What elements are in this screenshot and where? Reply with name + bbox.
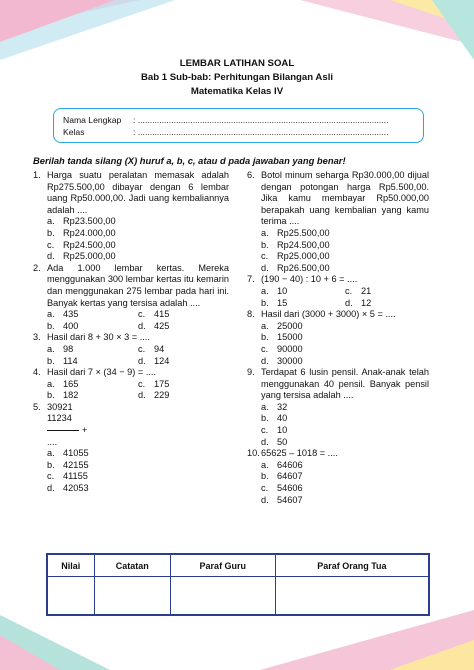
- option-b[interactable]: b. 114: [47, 355, 78, 366]
- instruction-text: Berilah tanda silang (X) huruf a, b, c, atau d pada jawaban yang benar!: [33, 155, 346, 166]
- option-d[interactable]: d. Rp25.000,00: [47, 251, 116, 262]
- option-d[interactable]: d. 229: [138, 390, 170, 401]
- option-c[interactable]: c. 94: [138, 343, 165, 354]
- class-row[interactable]: [63, 126, 388, 138]
- grade-table: [46, 553, 430, 616]
- option-b[interactable]: b. 15: [261, 297, 288, 308]
- options-grid: [47, 309, 229, 332]
- worksheet-class: Matematika Kelas IV: [190, 86, 284, 97]
- name-row[interactable]: [63, 114, 388, 126]
- question-number: 8.: [247, 309, 255, 320]
- header-paraf-guru: Paraf Guru: [170, 555, 275, 577]
- option-d[interactable]: d. 30000: [261, 355, 303, 366]
- question-number: 2.: [33, 262, 41, 273]
- worksheet-header: [0, 57, 474, 99]
- question-number: 6.: [247, 170, 255, 180]
- option-d[interactable]: d. 124: [138, 355, 170, 366]
- cell-paraf-guru[interactable]: [170, 577, 275, 615]
- option-d[interactable]: d. 54607: [261, 494, 303, 505]
- question-number: 5.: [33, 401, 41, 412]
- sum-result: ....: [47, 436, 58, 447]
- question-stem: Hasil dari 7 × (34 − 9) = ....: [47, 367, 157, 378]
- question-3: [33, 332, 229, 367]
- option-c[interactable]: c. 21: [345, 285, 372, 296]
- option-a[interactable]: a. 25000: [261, 320, 303, 331]
- question-9: [247, 367, 429, 448]
- option-b[interactable]: b. 15000: [261, 332, 303, 343]
- option-c[interactable]: c. 415: [138, 309, 170, 320]
- header-paraf-orang-tua: Paraf Orang Tua: [275, 555, 428, 577]
- option-b[interactable]: b. 400: [47, 320, 79, 331]
- option-d[interactable]: d. 50: [261, 436, 288, 447]
- option-a[interactable]: a. 41055: [47, 448, 89, 459]
- question-number: 10.: [247, 448, 260, 459]
- questions-left-column: [33, 170, 229, 495]
- question-8: [247, 309, 429, 367]
- option-a[interactable]: a. 165: [47, 378, 79, 389]
- cell-catatan[interactable]: [94, 577, 170, 615]
- option-c[interactable]: c. 90000: [261, 343, 303, 354]
- plus-sign: +: [82, 425, 88, 436]
- option-a[interactable]: a. 10: [261, 285, 288, 296]
- questions-right-column: [247, 170, 429, 506]
- class-field[interactable]: : .........................................................................................................: [133, 127, 389, 137]
- option-b[interactable]: b. 182: [47, 390, 79, 401]
- question-5: [33, 402, 229, 495]
- options-grid: [261, 286, 429, 309]
- option-b[interactable]: b. 40: [261, 413, 288, 424]
- question-2: [33, 263, 229, 333]
- option-a[interactable]: a. Rp25.500,00: [261, 227, 330, 238]
- question-stem: 65625 – 1018 = ....: [261, 448, 338, 459]
- option-d[interactable]: d. 425: [138, 320, 170, 331]
- option-b[interactable]: b. 64607: [261, 471, 303, 482]
- class-label: Kelas: [63, 127, 85, 137]
- question-4: [33, 367, 229, 402]
- question-number: 4.: [33, 367, 41, 378]
- question-number: 1.: [33, 170, 41, 180]
- question-1: [33, 170, 229, 263]
- options-grid: [47, 344, 229, 367]
- question-stem: Hasil dari (3000 + 3000) × 5 = ....: [261, 309, 396, 320]
- question-stem: Hasil dari 8 + 30 × 3 = ....: [47, 332, 150, 343]
- question-number: 3.: [33, 332, 41, 343]
- cell-nilai[interactable]: [48, 577, 95, 615]
- addend-2: 11234: [47, 413, 72, 424]
- cell-paraf-orang-tua[interactable]: [275, 577, 428, 615]
- question-stem: Harga suatu peralatan memasak adalah Rp275.500,00 dibayar dengan 6 lembar uang Rp50.000,00. Jadi uang kembaliannya adalah ....: [47, 170, 229, 215]
- name-field[interactable]: : .........................................................................................................: [133, 115, 389, 125]
- option-d[interactable]: d. 42053: [47, 483, 89, 494]
- option-c[interactable]: c. 10: [261, 425, 288, 436]
- question-6: [247, 170, 429, 274]
- header-catatan: Catatan: [94, 555, 170, 577]
- question-stem: Ada 1.000 lembar kertas. Mereka menggunakan 300 lembar kertas itu kemarin dan menggunakan 275 lembar pada hari ini. Banyak kertas yang tersisa adalah ....: [47, 262, 229, 308]
- option-a[interactable]: a. 435: [47, 309, 79, 320]
- option-a[interactable]: a. Rp23.500,00: [47, 216, 116, 227]
- identity-box: [53, 108, 424, 143]
- question-stem: Botol minum seharga Rp30.000,00 dijual dengan potongan harga Rp5.500,00. Jika kamu membayar Rp50.000,00 berapakah uang kembalian yang kamu terima ....: [261, 170, 429, 227]
- sum-rule: [47, 430, 79, 431]
- option-b[interactable]: b. Rp24.000,00: [47, 227, 116, 238]
- question-stem: Terdapat 6 lusin pensil. Anak-anak telah menggunakan 40 pensil. Banyak pensil yang tersisa adalah ....: [261, 367, 429, 401]
- option-a[interactable]: a. 98: [47, 343, 74, 354]
- worksheet-title: LEMBAR LATIHAN SOAL: [179, 58, 295, 69]
- name-label: Nama Lengkap: [63, 115, 122, 125]
- option-a[interactable]: a. 32: [261, 401, 288, 412]
- option-b[interactable]: b. Rp24.500,00: [261, 239, 330, 250]
- sum-line: [47, 425, 229, 437]
- option-b[interactable]: b. 42155: [47, 459, 89, 470]
- question-number: 9.: [247, 367, 255, 378]
- question-number: 7.: [247, 274, 255, 285]
- option-c[interactable]: c. 54606: [261, 483, 303, 494]
- option-c[interactable]: c. Rp25.000,00: [261, 251, 330, 262]
- option-d[interactable]: d. 12: [345, 297, 372, 308]
- question-7: [247, 274, 429, 309]
- addend-1: 30921: [47, 401, 73, 412]
- worksheet-subtitle: Bab 1 Sub-bab: Perhitungan Bilangan Asli: [140, 72, 334, 83]
- options-grid: [47, 379, 229, 402]
- option-c[interactable]: c. 41155: [47, 471, 88, 482]
- question-10: [247, 448, 429, 506]
- question-stem: (190 − 40) : 10 + 6 = ....: [261, 274, 358, 285]
- option-c[interactable]: c. 175: [138, 378, 170, 389]
- option-a[interactable]: a. 64606: [261, 459, 303, 470]
- header-nilai: Nilai: [48, 555, 95, 577]
- option-d[interactable]: d. Rp26.500,00: [261, 262, 330, 273]
- option-c[interactable]: c. Rp24.500,00: [47, 239, 116, 250]
